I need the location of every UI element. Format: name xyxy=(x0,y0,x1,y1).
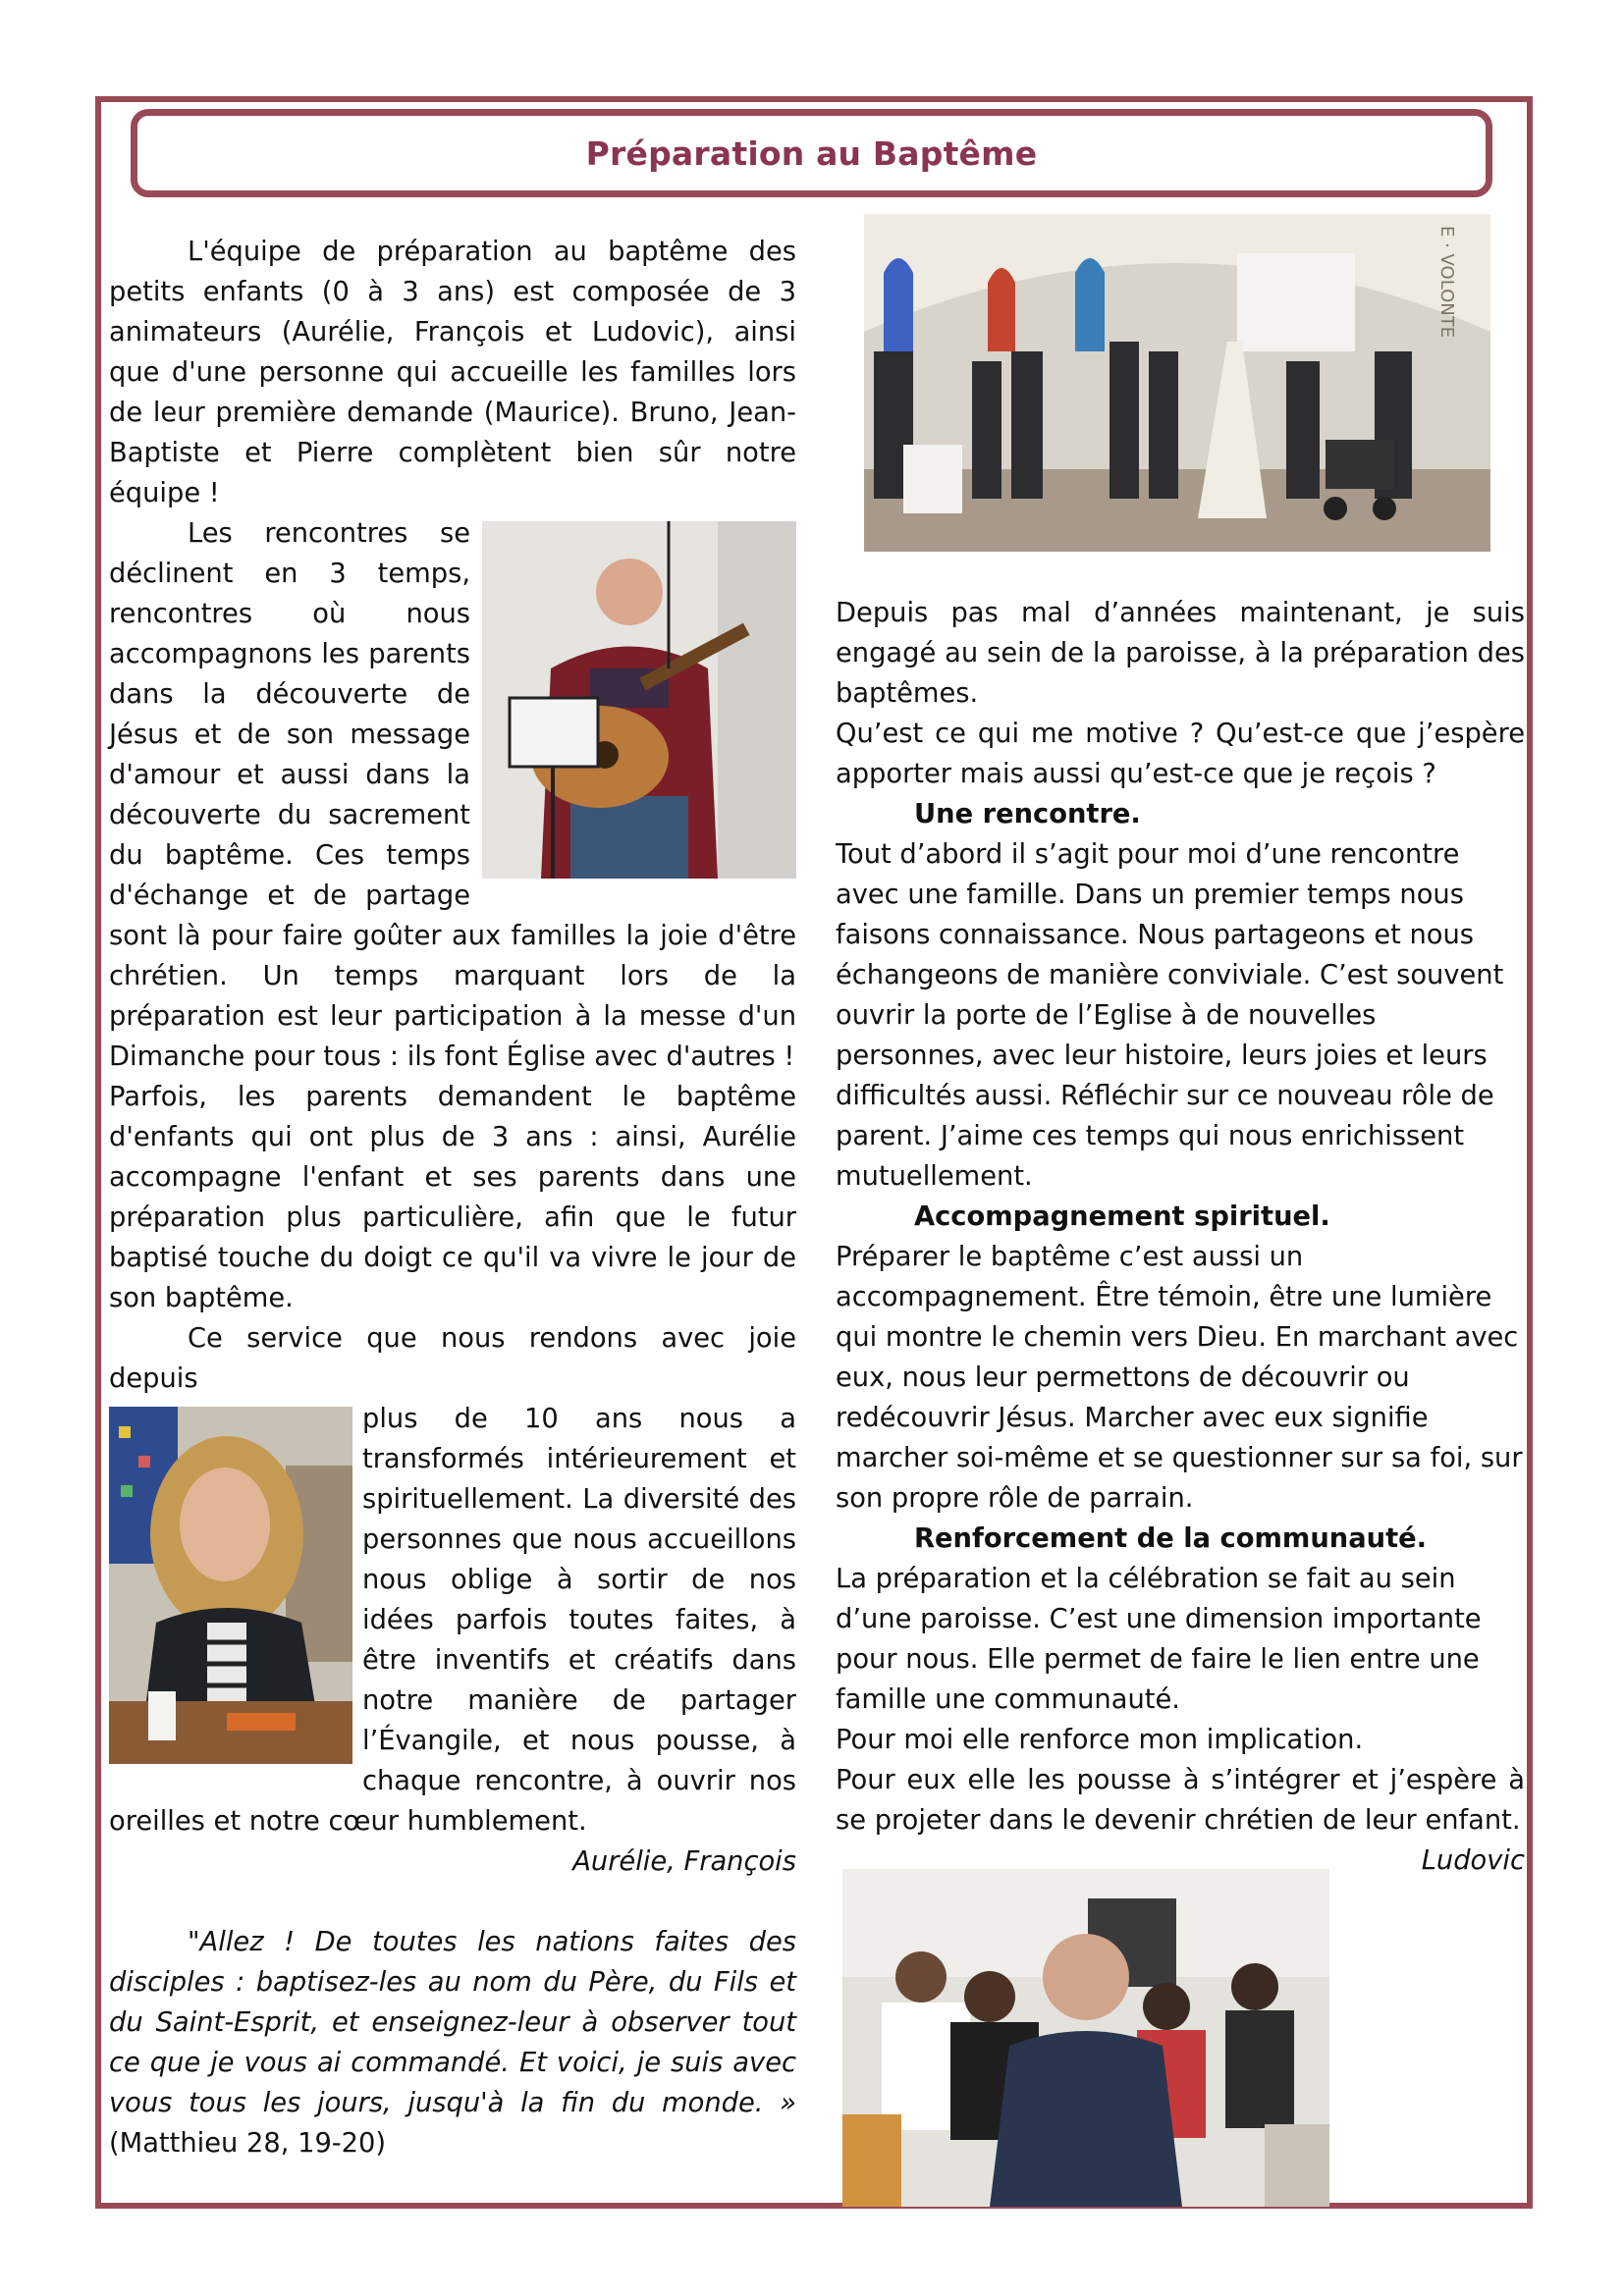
audience-photo xyxy=(842,1869,1329,2207)
paragraph-service: plus de 10 ans nous a transformés intérieurement et spirituellement. La diversité des personnes que nous accueillons nous oblige à sortir de nos idées parfois toutes faites, à être inventifs et créatifs dans notre manière de partager l’Évangile, et nous pousse, à chaque rencontre, à ouvrir nos oreilles et notre cœur humblement. xyxy=(109,1404,796,1837)
quote-reference: (Matthieu 28, 19-20) xyxy=(109,2128,387,2159)
paragraph-accompagnement: Préparer le baptême c’est aussi un accompagnement. Être témoin, être une lumière qui montre le chemin vers Dieu. En marchant avec eux, nous leur permettons de découvrir ou redécouvrir Jésus. Marcher avec eux signifie marcher soi-même et se questionner sur sa foi, sur son propre rôle de parrain. xyxy=(836,1242,1523,1514)
photo-watermark: E · VOLONTE xyxy=(1436,226,1457,339)
paragraph-rencontre: Tout d’abord il s’agit pour moi d’une rencontre avec une famille. Dans un premier temps nous faisons connaissance. Nous partageons et nous échangeons de manière conviviale. C’est souvent ouvrir la porte de l’Eglise à de nouvelles personnes, avec leur histoire, leurs joies et leurs difficultés aussi. Réfléchir sur ce nouveau rôle de parent. J’aime ces temps qui nous enrichissent mutuellement. xyxy=(836,839,1504,1192)
left-column xyxy=(109,232,796,2163)
woman-photo xyxy=(109,1407,352,1764)
heading-communaute: Renforcement de la communauté. xyxy=(914,1523,1427,1554)
paragraph-older-children: Parfois, les parents demandent le baptême d'enfants qui ont plus de 3 ans : ainsi, Aurélie accompagne l'enfant et ses parents dans une préparation plus particulière, afin que le futur baptisé touche du doigt ce qu'il va vivre le jour de son baptême. xyxy=(109,1082,796,1313)
paragraph-implication: Pour moi elle renforce mon implication. xyxy=(836,1725,1364,1755)
paragraph-team: L'équipe de préparation au baptême des petits enfants (0 à 3 ans) est composée de 3 animateurs (Aurélie, François et Ludovic), ainsi que d'une personne qui accueille les familles lors de leur première demande (Maurice). Bruno, Jean-Baptiste et Pierre complètent bien sûr notre équipe ! xyxy=(109,237,796,508)
signature-right: Ludovic xyxy=(1421,1845,1525,1876)
paragraph-meetings: Les rencontres se déclinent en 3 temps, rencontres où nous accompagnons les parents dans la découverte de Jésus et de son message d'amour et aussi dans la découverte du sacrement du baptême. Ces temps d'échange et de partage sont là pour faire goûter aux familles la joie d'être chrétien. Un temps marquant lors de la préparation est leur participation à la messe d'un Dimanche pour tous : ils font Église avec d'autres ! xyxy=(109,518,796,1072)
bible-quote xyxy=(109,1922,796,2163)
paragraph-motivation: Qu’est ce qui me motive ? Qu’est-ce que j’espère apporter mais aussi qu’est-ce que je reçois ? xyxy=(836,719,1525,789)
heading-accompagnement: Accompagnement spirituel. xyxy=(914,1201,1330,1232)
paragraph-projection: Pour eux elle les pousse à s’intégrer et j’espère à se projeter dans le devenir chrétien de leur enfant. xyxy=(836,1765,1525,1836)
guitar-photo xyxy=(482,521,796,879)
paragraph-communaute: La préparation et la célébration se fait au sein d’une paroisse. C’est une dimension importante pour nous. Elle permet de faire le lien entre une famille une communauté. xyxy=(836,1564,1482,1715)
signature-left: Aurélie, François xyxy=(572,1846,796,1877)
heading-rencontre: Une rencontre. xyxy=(914,799,1141,829)
title-box xyxy=(131,109,1492,197)
paragraph-service-intro: Ce service que nous rendons avec joie depuis xyxy=(109,1323,796,1394)
right-column xyxy=(836,593,1525,1881)
page-title: Préparation au Baptême xyxy=(585,133,1038,173)
quote-text: "Allez ! De toutes les nations faites des disciples : baptisez-les au nom du Père, du Fils et du Saint-Esprit, et enseignez-leur à observer tout ce que je vous ai commandé. Et voici, je suis avec vous tous les jours, jusqu'à la fin du monde. » xyxy=(109,1927,796,2118)
church-photo xyxy=(864,214,1490,552)
paragraph-commitment: Depuis pas mal d’années maintenant, je suis engagé au sein de la paroisse, à la préparation des baptêmes. xyxy=(836,598,1525,709)
